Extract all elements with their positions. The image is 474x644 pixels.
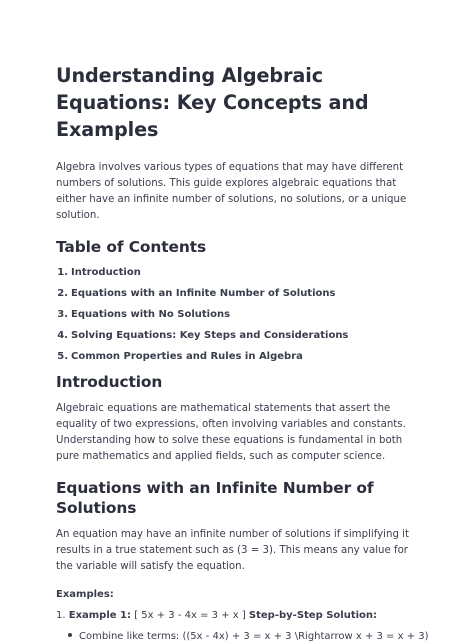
bullet-dot-icon (68, 633, 72, 637)
toc-item-solving-equations[interactable] (56, 329, 424, 342)
toc-item-no-solutions[interactable] (56, 308, 424, 321)
intro-paragraph: Algebra involves various types of equations that may have different numbers of solutions. This guide explores algebraic equations that either have an infinite number of solutions, no solutions, or a unique solution. (56, 162, 407, 221)
toc-item-infinite-solutions[interactable] (56, 287, 424, 300)
examples-label: Examples: (56, 589, 114, 600)
table-of-contents (56, 266, 424, 363)
bullet-text: Combine like terms: ((5x - 4x) + 3 = x + 3 \Rightarrow x + 3 = x + 3) (79, 631, 429, 642)
toc-item-introduction[interactable] (56, 266, 424, 279)
example-number: 1. (56, 610, 66, 621)
example-1-step-bullet (56, 630, 429, 644)
step-by-step-label: Step-by-Step Solution: (248, 610, 378, 621)
toc-item-number: 2. (57, 288, 68, 299)
toc-item-number: 4. (57, 330, 68, 341)
toc-item-number: 5. (57, 351, 68, 362)
toc-item-label: Solving Equations: Key Steps and Considerations (71, 330, 349, 341)
toc-item-label: Equations with No Solutions (71, 309, 231, 320)
toc-item-common-properties[interactable] (56, 350, 424, 363)
toc-item-number: 1. (57, 267, 68, 278)
toc-item-number: 3. (57, 309, 68, 320)
toc-heading: Table of Contents (56, 238, 207, 256)
example-equation: [ 5x + 3 - 4x = 3 + x ] (134, 610, 246, 621)
infinite-solutions-paragraph: An equation may have an infinite number of solutions if simplifying it results in a true statement such as (3 = 3). This means any value for the variable will satisfy the equation. (56, 529, 409, 572)
toc-item-label: Equations with an Infinite Number of Solutions (71, 288, 336, 299)
toc-item-label: Common Properties and Rules in Algebra (71, 351, 303, 362)
introduction-heading: Introduction (56, 373, 163, 391)
infinite-solutions-heading: Equations with an Infinite Number of Solutions (56, 479, 374, 517)
introduction-paragraph: Algebraic equations are mathematical statements that assert the equality of two expressions, often involving variables and constants. Understanding how to solve these equations is fundamental in both pure mathematics and applied fields, such as computer science. (56, 403, 406, 462)
page-title: Understanding Algebraic Equations: Key Concepts and Examples (56, 64, 369, 141)
example-label: Example 1: (68, 610, 131, 621)
example-1 (56, 609, 424, 623)
toc-item-label: Introduction (71, 267, 141, 278)
